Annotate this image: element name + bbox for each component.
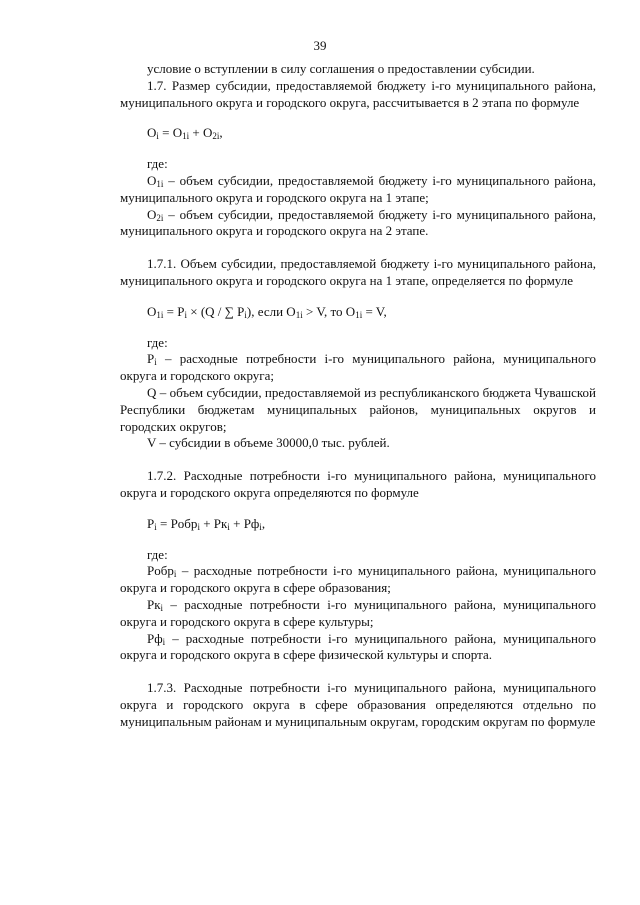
paragraph-1-7-2: 1.7.2. Расходные потребности i-го муниципального района, муниципального округа и городского округа определяются по формуле <box>120 468 596 500</box>
definition-o1i: $O_{1i}$ – объем субсидии, предоставляемой бюджету i-го муниципального района, муниципального округа и городского округа на 1 этапе; <box>120 172 596 205</box>
paragraph-1-7-1: 1.7.1. Объем субсидии, предоставляемой бюджету i-го муниципального района, муниципального округа и городского округа на 1 этапе, определяется по формуле <box>120 256 596 288</box>
where-label: где: <box>147 546 168 562</box>
document-body <box>120 61 596 731</box>
formula-p-i: $P_i$ = Pобр$_i$ + $Pк_i + Pф_i$, <box>147 515 266 532</box>
paragraph-condition: условие о вступлении в силу соглашения о предоставлении субсидии. <box>147 61 535 76</box>
page-number: 39 <box>313 38 327 53</box>
definition-pi: $P_i$ – расходные потребности i-го муниципального района, муниципального округа и городского округа; <box>120 351 596 384</box>
definition-pk: $Pк_i$ – расходные потребности i-го муниципального района, муниципального округа и городского округа в сфере культуры; <box>120 596 596 629</box>
definition-pf: $Pф_i$ – расходные потребности i-го муниципального района, муниципального округа и городского округа в сфере физической культуры и спорта. <box>120 630 596 663</box>
definition-o2i: $O_{2i}$ – объем субсидии, предоставляемой бюджету i-го муниципального района, муниципального округа и городского округа на 2 этапе. <box>120 206 596 239</box>
paragraph-1-7: 1.7. Размер субсидии, предоставляемой бюджету i-го муниципального района, муниципального округа и городского округа, рассчитывается в 2 этапа по формуле <box>120 77 596 110</box>
paragraph-1-7-3: 1.7.3. Расходные потребности i-го муниципального района, муниципального округа и городского округа в сфере образования определяются отдельно по муниципальным районам и муниципальным округам, городским округам по формуле <box>120 680 596 729</box>
formula-o-1i: $O_{1i} = P_i \times (Q$ / ∑ $P_i$), если $O_{1i} > V$, то $O_{1i} = V$, <box>147 303 387 320</box>
where-label: где: <box>147 334 168 350</box>
where-label: где: <box>147 156 168 172</box>
definition-pobr: Pобр$_i$ – расходные потребности i-го муниципального района, муниципального округа и городского округа в сфере образования; <box>120 563 596 596</box>
definition-v: V – субсидии в объеме 30000,0 тыс. рублей. <box>147 435 390 451</box>
definition-q: Q – объем субсидии, предоставляемой из республиканского бюджета Чувашской Республики бюджетам муниципальных районов, муниципальных округов и городских округов; <box>120 384 596 434</box>
formula-o-i: $O_i = O_{1i} + O_{2i}$, <box>147 125 223 142</box>
